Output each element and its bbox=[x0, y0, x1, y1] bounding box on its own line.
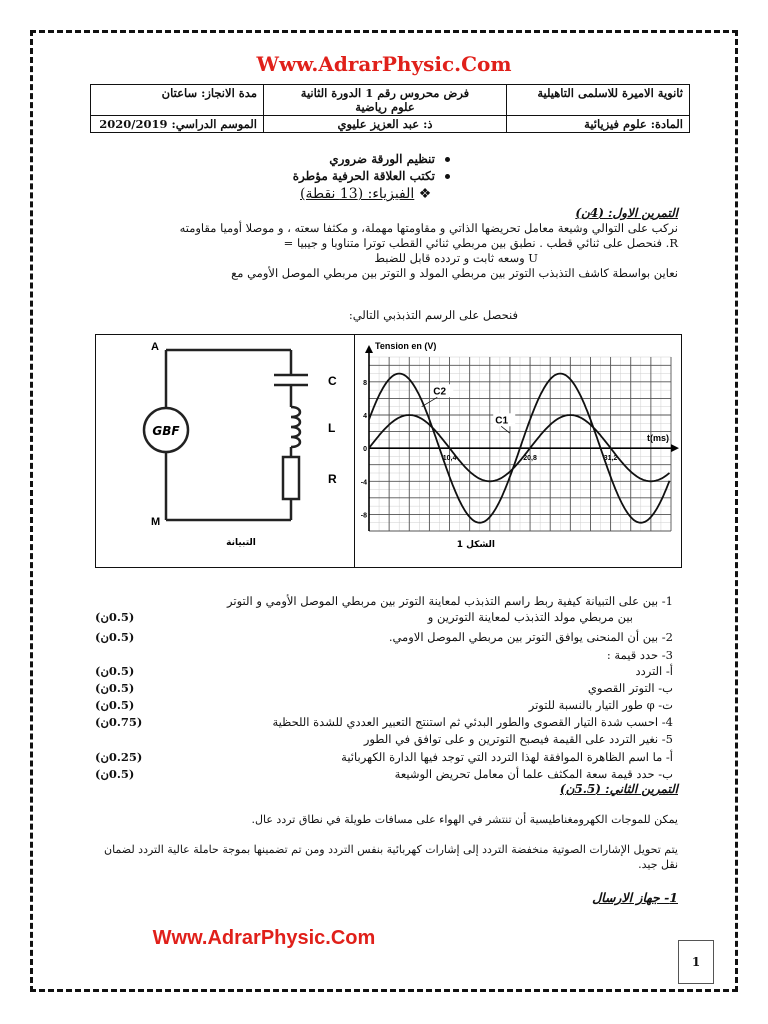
exercise2-title: التمرين الثاني: (5.5ن) bbox=[559, 782, 678, 796]
question-line bbox=[95, 750, 673, 766]
curve-label-pointer bbox=[501, 426, 510, 433]
question-line bbox=[95, 698, 673, 714]
question-line bbox=[95, 610, 673, 626]
site-url-top: Www.AdrarPhysic.Com bbox=[256, 52, 512, 76]
bullet-icon bbox=[445, 157, 450, 162]
question-line bbox=[95, 732, 673, 748]
question-points: (0.5ن) bbox=[95, 681, 135, 695]
exercise1-block bbox=[78, 206, 678, 281]
question-line bbox=[95, 594, 673, 610]
y-axis-arrow bbox=[365, 345, 373, 353]
question-points: (0.5ن) bbox=[95, 698, 135, 712]
question-text: 4- احسب شدة التيار القصوى والطور البدئي ثم استنتج التعبير العددي للشدة اللحظية bbox=[272, 715, 673, 729]
question-points: (0.75ن) bbox=[95, 715, 143, 729]
exam-title bbox=[264, 85, 507, 116]
question-text: 5- نغير التردد على القيمة فيصبح التوترين و على توافق في الطور bbox=[363, 732, 673, 746]
x-tick-label: 10,4 bbox=[442, 455, 457, 463]
exam-name: فرض محروس رقم 1 الدورة الثانية bbox=[300, 86, 470, 100]
instruction-item: تكتب العلاقة الحرفية مؤطرة bbox=[280, 169, 450, 183]
diamond-bullet-icon: ❖ bbox=[418, 186, 432, 202]
exercise1-line: نعاين بواسطة كاشف التذبذب التوتر بين مربطي المولد و التوتر بين مربطي الموصل الأومي مع bbox=[231, 266, 678, 280]
question-line bbox=[95, 630, 673, 646]
subject-name: المادة: علوم فيزيائية bbox=[507, 116, 690, 133]
physics-heading bbox=[300, 186, 431, 202]
y-tick-label: 8 bbox=[363, 379, 367, 387]
question-text: 2- بين أن المنحنى يوافق التوتر بين مربطي الموصل الاومي. bbox=[388, 630, 673, 644]
y-tick-label: -4 bbox=[360, 479, 367, 487]
physics-title: الفيزياء: (13 نقطة) bbox=[300, 186, 415, 202]
y-tick-label: 0 bbox=[363, 446, 367, 454]
section-title: 1- جهاز الارسال bbox=[592, 890, 678, 905]
instructions-list bbox=[280, 152, 450, 186]
school-year: الموسم الدراسي: 2020/2019 bbox=[91, 116, 264, 133]
page-number: 1 bbox=[678, 940, 714, 984]
question-points: (0.25ن) bbox=[95, 750, 143, 764]
teacher-name: ذ: عبد العزيز عليوي bbox=[264, 116, 507, 133]
node-m-label: M bbox=[151, 516, 161, 528]
branch-name: علوم رياضية bbox=[355, 100, 415, 114]
question-points: (0.5ن) bbox=[95, 610, 135, 624]
inductor-coil bbox=[291, 407, 300, 447]
exam-duration: مدة الانجاز: ساعتان bbox=[91, 85, 264, 116]
exercise2-paragraph: يمكن للموجات الكهرومغناطيسية أن تنتشر في الهواء على مسافات طويلة في نطاق تردد عال. bbox=[251, 813, 678, 826]
question-text: أ- ما اسم الظاهرة الموافقة لهذا التردد التي توجد فيها الدارة الكهربائية bbox=[341, 750, 673, 764]
node-a-label: A bbox=[151, 341, 159, 353]
question-text: بين مربطي مولد التذبذب لمعاينة التوترين و bbox=[427, 610, 633, 624]
question-line bbox=[95, 715, 673, 731]
chart-caption: الشكل 1 bbox=[456, 540, 495, 550]
capacitor-label: C bbox=[328, 374, 337, 388]
question-line bbox=[95, 648, 673, 664]
exercise1-line: R. فنحصل على ثنائي قطب . نطبق بين مربطي ثنائي القطب توترا متناوبا و جيبيا = bbox=[283, 236, 678, 250]
question-line bbox=[95, 664, 673, 680]
y-tick-label: 4 bbox=[363, 413, 367, 420]
inductor-label: L bbox=[328, 421, 336, 435]
x-tick-label: 20,8 bbox=[523, 455, 537, 463]
x-tick-label: 31,2 bbox=[603, 455, 618, 463]
question-points: (0.5ن) bbox=[95, 664, 135, 678]
question-points: (0.5ن) bbox=[95, 767, 135, 781]
circuit-caption: التبيانة bbox=[226, 538, 256, 548]
circuit-diagram bbox=[96, 335, 351, 567]
question-text: ب- حدد قيمة سعة المكثف علما أن معامل تحريض الوشيعة bbox=[394, 767, 673, 781]
x-axis-arrow bbox=[671, 444, 679, 452]
question-line bbox=[95, 767, 673, 783]
bullet-icon bbox=[445, 174, 450, 179]
x-axis-label: t(ms) bbox=[647, 433, 669, 443]
chart-title: Tension en (V) bbox=[375, 341, 437, 351]
question-points: (0.5ن) bbox=[95, 630, 135, 644]
oscillogram-chart bbox=[355, 335, 681, 567]
question-text: ت- φ طور التيار بالنسبة للتوتر bbox=[528, 698, 673, 712]
resistor-label: R bbox=[328, 472, 337, 486]
figure-panel bbox=[95, 334, 682, 568]
question-text: ب- التوتر القصوي bbox=[587, 681, 673, 695]
question-text: 3- حدد قيمة : bbox=[606, 648, 673, 662]
exercise1-line: نركب على التوالي وشيعة معامل تحريضها الذاتي و مقاومتها مهملة، و مكثفا سعته ، و موصلا أوميا مقاومته bbox=[179, 221, 678, 235]
curve-label: C2 bbox=[433, 386, 447, 398]
school-name: ثانوية الاميرة للاسلمى التاهيلية bbox=[507, 85, 690, 116]
y-tick-label: -8 bbox=[360, 512, 367, 520]
exercise2-paragraph: يتم تحويل الإشارات الصوتية منخفضة التردد إلى إشارات كهربائية بنفس التردد ومن تم تضمينها بموجة حاملة عالية التردد لضمان نقل جيد. bbox=[104, 843, 678, 871]
generator-label: GBF bbox=[152, 424, 180, 438]
site-url-bottom: Www.AdrarPhysic.Com bbox=[152, 927, 376, 949]
curve-label: C1 bbox=[495, 415, 509, 427]
instruction-item: تنظيم الورقة ضروري bbox=[280, 152, 450, 166]
question-line bbox=[95, 681, 673, 697]
resistor-symbol bbox=[283, 457, 299, 499]
question-text: 1- بين على التبيانة كيفية ربط راسم التذبذب لمعاينة التوتر بين مربطي الموصل الأومي و التوتر bbox=[227, 594, 673, 608]
exam-header-table bbox=[90, 84, 690, 133]
question-text: أ- التردد bbox=[635, 664, 673, 678]
exercise1-title: التمرين الاول: (4ن) bbox=[575, 206, 678, 220]
exercise1-line: U وسعه ثابت و تردده قابل للضبط bbox=[374, 251, 538, 265]
figure-intro: فنحصل على الرسم التذبذبي التالي: bbox=[348, 308, 518, 322]
